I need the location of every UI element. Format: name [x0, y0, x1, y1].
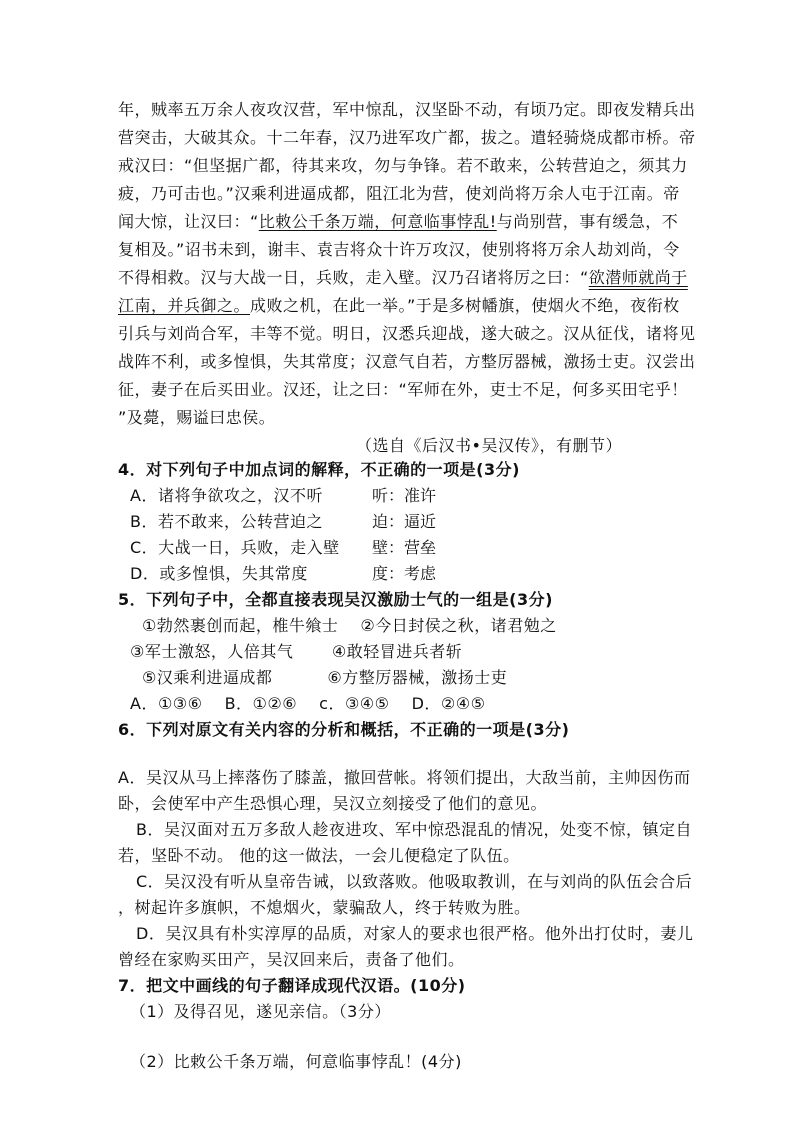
q6-option-c: C．吴汉没有听从皇帝告诫，以致落败。他吸取教训，在与刘尚的队伍会合后	[136, 872, 693, 891]
q4-option-b-gloss: 迫：逼近	[372, 512, 437, 531]
q7-part-2: （2）比敕公千条万端，何意临事悖乱！(4分)	[130, 1052, 462, 1071]
q6-option-b-cont: 若，坚卧不动。 他的这一做法，一会儿便稳定了队伍。	[118, 846, 520, 865]
source-citation: （选自《后汉书•吴汉传》，有删节）	[356, 436, 622, 455]
q6-option-d-cont: 曾经在家购买田产，吴汉回来后，责备了他们。	[118, 950, 465, 969]
passage-line: 年，贼率五万余人夜攻汉营，军中惊乱，汉坚卧不动，有顷乃定。即夜发精兵出	[118, 100, 696, 119]
passage-text: 与尚别营，事有缓急，不	[496, 212, 679, 231]
passage-line: ”及薨，赐谥曰忠侯。	[118, 408, 276, 427]
passage-text: 闻大惊，让汉曰：“	[118, 212, 259, 231]
passage-line: 戒汉曰：“但坚据广都，待其来攻，勿与争锋。若不敢来，公转营迫之，须其力	[118, 156, 688, 175]
q4-option-d-gloss: 度：考虑	[372, 564, 437, 583]
passage-line: 复相及。”诏书未到，谢丰、袁吉将众十许万攻汉，使别将将万余人劫刘尚，令	[118, 240, 680, 259]
q5-answer-choices: A．①③⑥ B．①②⑥ c．③④⑤ D．②④⑤	[130, 694, 486, 713]
q4-option-b: B．若不敢来，公转营迫之	[130, 512, 323, 531]
passage-line: 引兵与刘尚合军，丰等不觉。明日，汉悉兵迎战，遂大破之。汉从征伐，诸将见	[118, 324, 696, 343]
passage-text: 成败之机，在此一举。”于是多树幡旗，使烟火不绝，夜衔枚	[250, 296, 680, 315]
passage-line	[118, 296, 680, 316]
q7-part-1: （1）及得召见，遂见亲信。（3分）	[130, 1002, 391, 1021]
q4-option-c-gloss: 壁：营垒	[372, 538, 437, 557]
q4-option-d: D．或多惶惧，失其常度	[130, 564, 308, 583]
q6-option-b: B．吴汉面对五万多敌人趁夜进攻、军中惊恐混乱的情况，处变不惊，镇定自	[136, 820, 692, 839]
q4-option-c: C．大战一日，兵败，走入壁	[130, 538, 340, 557]
q4-option-a: A．诸将争欲攻之，汉不听	[130, 486, 323, 505]
passage-line: 营突击，大破其众。十二年春，汉乃进军攻广都，拔之。遣轻骑烧成都市桥。帝	[118, 128, 696, 147]
passage-line	[118, 212, 678, 232]
question-5-title: 5．下列句子中，全都直接表现吴汉激励士气的一组是(3分)	[118, 590, 553, 609]
passage-line: 战阵不利，或多惶惧，失其常度；汉意气自若，方整厉器械，激扬士吏。汉尝出	[118, 352, 696, 371]
q5-item-row: ③军士激怒，人倍其气 ④敢轻冒进兵者斩	[130, 642, 463, 661]
q6-option-a-cont: 卧，会使军中产生恐惧心理，吴汉立刻接受了他们的意见。	[118, 794, 548, 813]
q6-option-a: A．吴汉从马上摔落伤了膝盖，撤回营帐。将领们提出，大敌当前，主帅因伤而	[118, 768, 691, 787]
passage-line: 疲，乃可击也。”汉乘利进逼成都，阻江北为营，使刘尚将万余人屯于江南。帝	[118, 184, 680, 203]
q5-item-row: ①勃然裹创而起，椎牛飨士 ②今日封侯之秋，诸君勉之	[142, 616, 557, 635]
underlined-sentence: 江南，并兵御之。	[118, 296, 251, 315]
passage-text: 不得相救。汉与大战一日，兵败，走入壁。汉乃召诸将厉之曰：“	[118, 268, 589, 287]
underlined-sentence: 比敕公千条万端，何意临事悖乱!	[258, 212, 497, 231]
passage-line	[118, 268, 688, 288]
question-7-title: 7．把文中画线的句子翻译成现代汉语。(10分)	[118, 976, 466, 995]
q4-option-a-gloss: 听：准许	[372, 486, 437, 505]
q6-option-c-cont: ，树起许多旗帜，不熄烟火，蒙骗敌人，终于转败为胜。	[118, 898, 531, 917]
q6-option-d: D．吴汉具有朴实淳厚的品质，对家人的要求也很严格。他外出打仗时，妻儿	[136, 924, 694, 943]
question-6-title: 6．下列对原文有关内容的分析和概括，不正确的一项是(3分)	[118, 720, 570, 739]
question-4-title: 4．对下列句子中加点词的解释，不正确的一项是(3分)	[118, 460, 520, 479]
q5-item-row: ⑤汉乘利进逼成都 ⑥方整厉器械，激扬士吏	[142, 668, 508, 687]
passage-line: 征，妻子在后买田业。汉还，让之曰：“军师在外，吏士不足，何多买田宅乎！	[118, 380, 688, 399]
underlined-sentence: 欲潜师就尚于	[588, 268, 688, 287]
